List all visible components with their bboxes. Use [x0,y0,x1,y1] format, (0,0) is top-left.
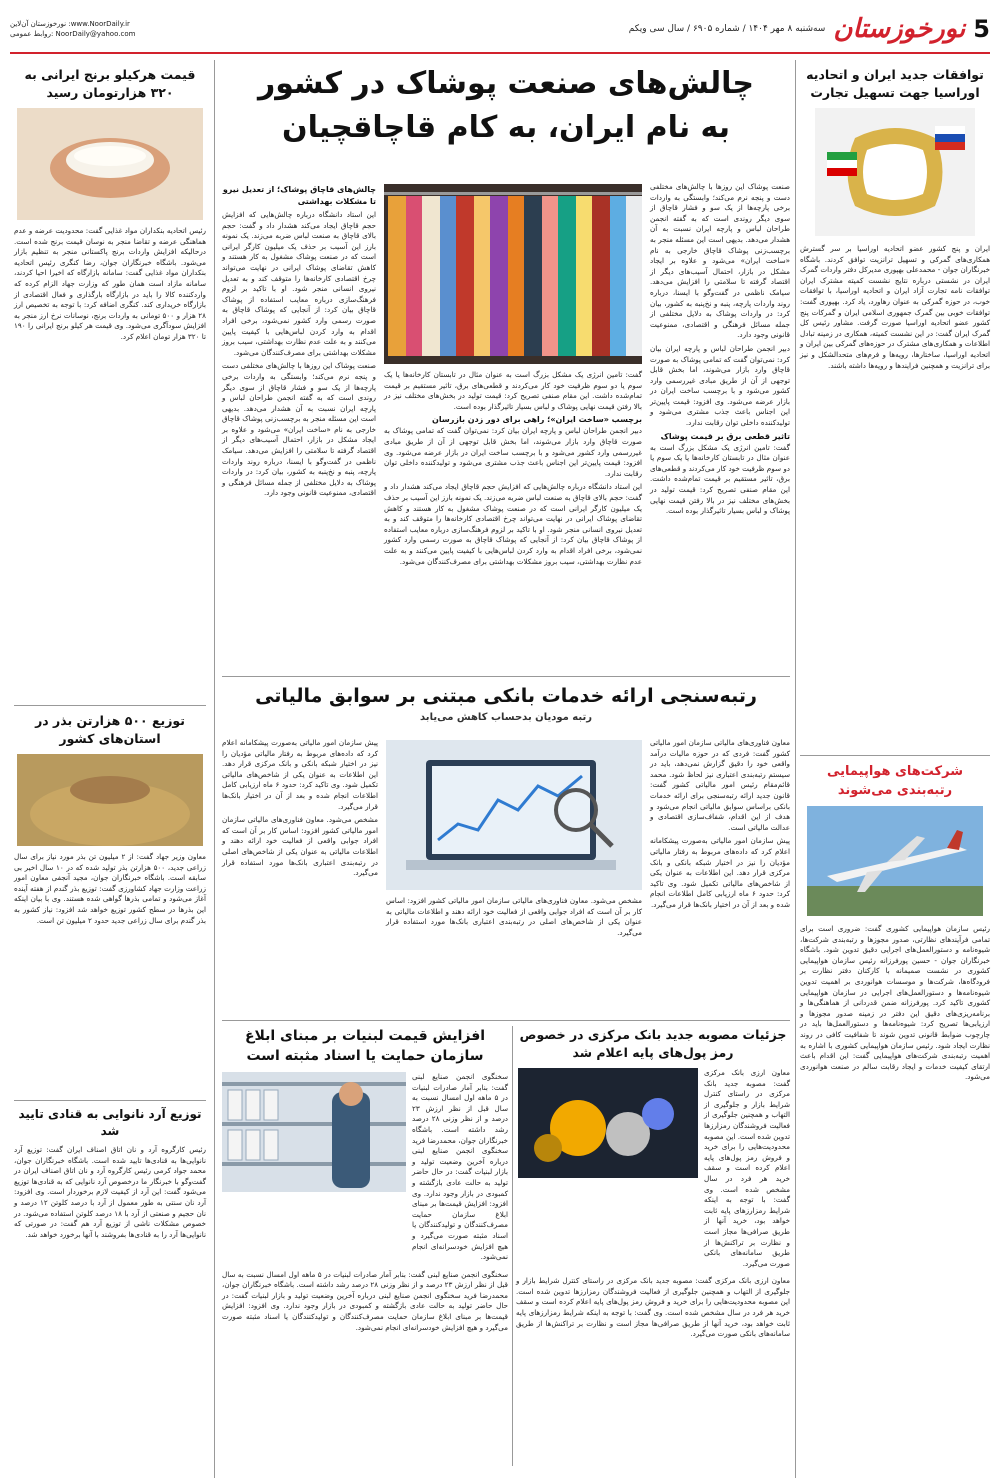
airline-body: رئیس سازمان هواپیمایی کشوری گفت: ضروری است برای تمامی فرآیندهای نظارتی، صدور مجوزها و رتبه‌بندی شرکت‌ها، شیوه‌نامه و دستورالعمل‌های اجرایی دقیق تدوین شود. باشگاه خبرنگاران جوان - حسین پورفرزانه رئیس سازمان هواپیمایی کشوری در نشست صمیمانه با کارکنان دفتر نظارت بر فرودگاه‌ها، شرکت‌ها و موسسات هوانوردی بر اهمیت تدوین شیوه‌نامه‌ها و دستورالعمل‌های اجرایی در سازمان هواپیمایی کشوری تاکید کرد. پورفرزانه ضمن قدردانی از هماهنگی‌ها و برنامه‌ریزی‌های دقیق این دفتر در زمینه صدور مجوزها و ارزیابی‌ها تصریح کرد: شیوه‌نامه‌ها و دستورالعمل‌ها باید در چارچوب ضوابط قانونی تدوین شوند تا شفافیت کافی در روند نظارت ایجاد شود. رئیس سازمان هواپیمایی کشوری با اشاره به اهمیت رتبه‌بندی شرکت‌های هواپیمایی گفت: این اقدام باعث ارتقای کیفیت خدمات و ایجاد رقابت سالم در صنعت هوانوردی می‌شود. [800,924,990,1082]
banking-col-left [222,738,378,882]
masthead-left [629,14,990,44]
column-divider [795,60,796,1478]
lead-article [222,62,790,150]
lead-body-2c: این استاد دانشگاه درباره چالش‌هایی که افزایش حجم قاچاق ایجاد می‌کند هشدار داد و گفت: حجم بالای قاچاق به صنعت لباس ضربه می‌زند. یک نمونه بارز این آسیب بر حذف یک میلیون کارگر ایرانی است که در صنعت پوشاک مشغول به کار هستند و کاهش تقاضای پوشاک ایرانی در نهایت می‌تواند چرخ اقتصادی کارخانه‌ها را متوقف کند و به تعدیل نیروی انسانی منجر شود. او با تاکید بر لزوم فرهنگ‌سازی درباره معایب استفاده از پوشاک قاچاق بیان کرد: از آنجایی که پوشاک قاچاق به صورت رسمی وارد کشور نمی‌شود، برخی افراد اقدام به وارد کردن لباس‌هایی با کیفیت پایین می‌کنند و به علت عدم نظارت بهداشتی، سیب بروز مشکلات بهداشتی برای مصرف‌کنندگان می‌شود. [384,482,642,566]
dairy-body-1: سخنگوی انجمن صنایع لبنی گفت: بنابر آمار صادرات لبنیات در ۵ ماهه اول امسال نسبت به سال قبل از نظر ارزش ۲۳ درصد و از نظر وزنی ۲۸ درصد رشد داشته است. باشگاه خبرنگاران جوان، محمدرضا فرید سخنگوی انجمن صنایع لبنی درباره آخرین وضعیت تولید و بازار لبنیات گفت: در حال حاضر تولید به حالت عادی بازگشته و کمبودی در بازار وجود ندارد. وی افزود: افزایش قیمت‌ها بر مبنای ابلاغ سازمان حمایت مصرف‌کنندگان و تولیدکنندگان یا اسناد مثبته صورت می‌گیرد و هیچ افزایش خودسرانه‌ای انجام نمی‌شود. [412,1072,508,1262]
eurasia-body: ایران و پنج کشور عضو اتحادیه اوراسیا بر سر گسترش همکاری‌های گمرکی و تسهیل ترانزیت توافق کردند. باشگاه خبرنگاران جوان - محمدعلی بهپوری مدیرکل دفتر واردات گمرک ایران در نشستی درباره نتایج نشست کمیته مشترک ایران توافقات نامه تجارت آزاد ایران و اتحادیه اوراسیا، با توافقات خوب، در حوزه گمرکی به عنوان رهاورد، یاد کرد. بهپوری گفت: توافقات خوبی بین گمرک جمهوری اسلامی ایران و گمرکات پنج کشور عضو اتحادیه اوراسیا صورت گرفت. مشاور رئیس کل گمرک ایران گفت: در این نشست کمیته، همکاری در زمینه تبادل اطلاعات و همکاری‌های مشترک در حوزه‌های گمرکی بین ایران و اتحادیه اوراسیا، ساختارها، رویه‌ها و فرم‌های متحدالشکل و نیز برای ترانزیت و همچنین فرایندها و رویه‌ها داشته باشند. [800,244,990,370]
lead-body-1: صنعت پوشاک این روزها با چالش‌های مختلفی دست و پنجه نرم می‌کند؛ وابستگی به واردات برخی پارچه‌ها از یک سو و فشار قاچاق از سوی دیگر روندی است که به گفته انجمن طراحان لباس و پارچه ایران نسبت به آن هشدار می‌دهد. بدیهی است این مسئله منجر به برچسب‌زنی پوشاک قاچاق خارجی به نام «ساخت ایران» می‌شود و علاوه بر ایجاد مشکل در بازار، احتمال آسیب‌های دیگر از اقتصاد گرفته تا سلامتی را افزایش می‌دهد. سیامک ناظمی در گفت‌وگو با ایسنا، درباره روند واردات پارچه، پنبه و نخ‌پنبه به کشور، بیان کرد: در واردات پوشاک به دلایل مختلفی از جمله مسائل فرهنگی و اقتصادی، ممنوعیت قانونی وجود دارد. [650,182,790,340]
lead-body-3b: صنعت پوشاک این روزها با چالش‌های مختلفی دست و پنجه نرم می‌کند؛ وابستگی به واردات برخی پارچه‌ها از یک سو و فشار قاچاق از سوی دیگر روندی است که به گفته انجمن طراحان لباس و پارچه ایران نسبت به آن هشدار می‌دهد. بدیهی است این مسئله منجر به برچسب‌زنی پوشاک قاچاق خارجی به نام «ساخت ایران» می‌شود و علاوه بر ایجاد مشکل در بازار، احتمال آسیب‌های دیگر از اقتصاد گرفته تا سلامتی را افزایش می‌دهد. سیامک ناظمی در گفت‌وگو با ایسنا، درباره روند واردات پارچه، پنبه و نخ‌پنبه به کشور، بیان کرد: در واردات پوشاک به دلایل مختلفی از جمله مسائل فرهنگی و اقتصادی، ممنوعیت قانونی وجود دارد. [222,361,376,498]
eurasia-logo-image [815,108,975,236]
banking-body-2: مشخص می‌شود. معاون فناوری‌های مالیاتی سازمان امور مالیاتی کشور افزود: اساس کار بر آن است که افراد جوابی واقعی از فعالیت خود ارائه دهند و اطلاعات مالیاتی به عنوان یکی از شاخص‌های اصلی در رتبه‌بندی اعتباری بانک‌ها مورد استفاده قرار می‌گیرد. [386,896,642,937]
left-sidebar [14,60,206,346]
divider [222,1020,790,1021]
banking-headline: رتبه‌سنجی ارائه خدمات بانکی مبتنی بر سوابق مالیاتی [255,685,757,707]
rice-hands-icon [17,108,203,220]
dairy-shelf-icon [222,1072,406,1192]
lead-subhead-2: برچسب «ساخت ایران»؛ راهی برای دور زدن بازرسان [432,415,642,425]
crypto-headline: جزئیات مصوبه جدید بانک مرکزی در خصوص رمز پول‌های پایه اعلام شد [519,1027,787,1060]
coins-icon [518,1068,698,1178]
site-url: نورخوزستان آن‌لاین :www.NoorDaily.ir [10,20,130,28]
banking-article [222,682,790,726]
banking-body-3: پیش سازمان امور مالیاتی به‌صورت پیشکامانه اعلام کرد که داده‌های مربوط به رفتار مالیاتی مؤدیان را نیز در اختیار شبکه بانکی و بانک مرکزی قرار دهد. این اطلاعات به عنوان یکی از شاخص‌های مالیاتی تکمیل شود. وی تاکید کرد: حدود ۶ ماه ارزیابی کامل اطلاعات انجام شده و بعد از آن در اختیار بانک‌ها قرار می‌گیرد. [222,738,379,811]
lead-col-left [222,182,376,502]
lead-col-mid [384,370,642,570]
divider [14,705,206,706]
flour-body: رئیس کارگروه آرد و نان اتاق اصناف ایران گفت: توزیع آرد نانوایی‌ها به قنادی‌ها تایید شده است. باشگاه خبرنگاران جوان، محمد جواد کرمی رئیس کارگروه آرد و نان اتاق اصناف ایران در گفت‌وگو با خبرنگار ما درخصوص آرد نانوایی که به قنادی‌ها توزیع می‌شود گفت: این آرد از کیفیت لازم برخوردار است. وی افزود: آرد نان سنتی به طور معمول از آرد با درصد کلوتن ۱۲ درصد و نان حجیم و صنعتی از آرد با ۱۸ درصد کلوتن استفاده می‌شود. در خصوص مشکلات ناشی از توزیع آرد هم گفت: در صورتی که نانوایی‌ها آرد را به قنادی‌ها بفروشند با آنها برخورد خواهد شد. [14,1145,206,1239]
seed-article [14,712,206,929]
issue-date-line: سه‌شنبه ۸ مهر ۱۴۰۴ / شماره ۶۹۰۵ / سال سی ویکم [628,24,826,34]
laptop-analytics-icon [386,740,642,890]
supermarket-image [222,1072,406,1192]
masthead-contact [10,19,135,39]
lead-body-2: گفت: تامین انرژی یک مشکل بزرگ است به عنوان مثال در تابستان کارخانه‌ها یا یک سوم یا دو سوم ظرفیت خود کار می‌کردند و قطعی‌های برق، تاثیر مستقیم بر قیمت تمام‌شده داشت. این مقام صنفی تصریح کرد: قیمت تولید در بخش‌های مختلف نیز در بالا رفتن قیمت نهایی پوشاک و لباس بسیار تاثیرگذار بوده است. [384,370,642,411]
crypto-article [516,1026,790,1343]
lead-side-head: چالش‌های قاچاق پوشاک؛ از تعدیل نیرو تا مشکلات بهداشتی [222,185,376,206]
lead-subhead-1: تاثیر قطعی برق بر قیمت پوشاک [660,431,790,441]
airline-headline: شرکت‌های هواپیمایی رتبه‌بندی می‌شوند [827,764,963,798]
lead-body-1c: گفت: تامین انرژی یک مشکل بزرگ است به عنوان مثال در تابستان کارخانه‌ها یا یک سوم یا دو سوم ظرفیت خود کار می‌کردند و قطعی‌های برق، تاثیر مستقیم بر قیمت تمام‌شده داشت. این مقام صنفی تصریح کرد: قیمت تولید در بخش‌های مختلف نیز در بالا رفتن قیمت نهایی پوشاک و لباس بسیار تاثیرگذار بوده است. [650,442,790,516]
lead-headline-line1: چالش‌های صنعت پوشاک در کشور [257,66,755,101]
seed-hands-icon [17,754,203,846]
seed-headline: توزیع ۵۰۰ هزارتن بذر در استان‌های کشور [35,713,185,746]
dairy-article [222,1026,508,1336]
seed-body: معاون وزیر جهاد گفت: از ۲ میلیون تن بذر مورد نیاز برای سال زراعی جدید، ۵۰۰ هزارتن بذر تولید شده که در ۱۰ سال اخیر بی سابقه است. باشگاه خبرنگاران جوان، مجید آنجفی معاون امور زراعت وزارت جهاد کشاورزی گفت: توزیع بذر گندم از هفته آینده آغاز می‌شود و تمامی بذرها گواهی شده هستند. وی با بیان اینکه این بذرها در سطح کشور توزیع خواهد شد افزود: نیاز کشور به بذر گندم برای سال زراعی جدید حدود ۲ میلیون تن است. [14,852,206,925]
banking-body-1: معاون فناوری‌های مالیاتی سازمان امور مالیاتی کشور گفت: فردی که در حوزه مالیات درآمد واقعی خود را دقیق گزارش نمی‌دهد، باید در سیستم رتبه‌بندی اعتباری نیز لحاظ شود. محمد قائم‌مقام رئیس امور مالیاتی کشور گفت: قانون جدید ارائه رتبه‌سنجی برای ارائه خدمات بانکی براساس سوابق مالیاتی انجام می‌شود و هدف از این اقدام، شفاف‌سازی اقتصادی و عدالت مالیاتی است. [650,738,790,832]
lead-body-3: این استاد دانشگاه درباره چالش‌هایی که افزایش حجم قاچاق ایجاد می‌کند هشدار داد و گفت: حجم بالای قاچاق به صنعت لباس ضربه می‌زند. یک نمونه بارز این آسیب بر حذف یک میلیون کارگر ایرانی است که در صنعت پوشاک مشغول به کار هستند و کاهش تقاضای پوشاک ایرانی در نهایت می‌تواند چرخ اقتصادی کارخانه‌ها را متوقف کند و به تعدیل نیروی انسانی منجر شود. او با تاکید بر لزوم فرهنگ‌سازی درباره معایب استفاده از پوشاک قاچاق بیان کرد: از آنجایی که پوشاک قاچاق به صورت رسمی وارد کشور نمی‌شود، برخی افراد اقدام به وارد کردن لباس‌هایی با کیفیت پایین می‌کنند و به علت عدم نظارت بهداشتی، سیب بروز مشکلات بهداشتی برای مصرف‌کنندگان می‌شود. [222,210,376,357]
masthead-rule [10,52,990,54]
banking-col-right [650,738,790,914]
flour-headline: توزیع آرد نانوایی به قنادی تایید شد [18,1107,202,1138]
lead-headline-line2: به نام ایران، به کام قاچاقچیان [281,110,731,145]
column-divider [214,60,215,1478]
eurasia-headline: توافقات جدید ایران و اتحادیه اوراسیا جهت تسهیل تجارت [806,67,984,100]
lead-col-right [650,182,790,520]
eurasia-emblem-icon [815,108,975,236]
banking-col-mid [386,896,642,941]
column-divider [512,1026,513,1466]
airplane-icon [807,806,983,916]
divider [14,1100,206,1101]
dairy-headline: افزایش قیمت لبنیات بر مبنای ابلاغ سازمان حمایت یا اسناد مثبته است [244,1028,486,1064]
divider [222,676,790,677]
banking-body-3b: مشخص می‌شود. معاون فناوری‌های مالیاتی سازمان امور مالیاتی کشور افزود: اساس کار بر آن است که افراد جوابی واقعی از فعالیت خود ارائه دهند و اطلاعات مالیاتی به عنوان یکی از شاخص‌های اصلی در رتبه‌بندی اعتباری بانک‌ها مورد استفاده قرار می‌گیرد. [222,815,378,878]
divider [800,755,990,756]
laptop-chart-image [386,740,642,890]
airline-article [800,762,990,1086]
clothing-rack-icon [384,184,642,364]
seed-image [17,754,203,846]
dairy-body-2: سخنگوی انجمن صنایع لبنی گفت: بنابر آمار صادرات لبنیات در ۵ ماهه اول امسال نسبت به سال قبل از نظر ارزش ۲۳ درصد و از نظر وزنی ۲۸ درصد رشد داشته است. باشگاه خبرنگاران جوان، محمدرضا فرید سخنگوی انجمن صنایع لبنی درباره آخرین وضعیت تولید و بازار لبنیات گفت: در حال حاضر تولید به حالت عادی بازگشته و کمبودی در بازار وجود ندارد. وی افزود: افزایش قیمت‌ها بر مبنای ابلاغ سازمان حمایت مصرف‌کنندگان و تولیدکنندگان یا اسناد مثبته صورت می‌گیرد و هیچ افزایش خودسرانه‌ای انجام نمی‌شود. [222,1269,508,1332]
banking-body-1b: پیش سازمان امور مالیاتی به‌صورت پیشکامانه اعلام کرد که داده‌های مربوط به رفتار مالیاتی مؤدیان را نیز در اختیار شبکه بانکی و بانک مرکزی قرار دهد. این اطلاعات به عنوان یکی از شاخص‌های مالیاتی تکمیل شود. وی تاکید کرد: حدود ۶ ماه ارزیابی کامل اطلاعات انجام شده و بعد از آن در اختیار بانک‌ها قرار می‌گیرد. [650,836,790,909]
crypto-top-row [516,1068,790,1272]
lead-body-1b: دبیر انجمن طراحان لباس و پارچه ایران بیان کرد: نمی‌توان گفت که تمامی پوشاک به صورت قاچاق وارد بازار می‌شوند، اما بخش قابل توجهی از آن از طریق مبادی غیررسمی وارد کشور می‌شود و با برچسب ساخت ایران در بازار عرضه می‌شود. وی افزود: قیمت پایین‌تر این اجناس باعث جذب مشتری می‌شود و تولیدکننده داخلی توان رقابت ندارد. [650,343,790,428]
dairy-top-row [222,1072,508,1266]
newspaper-logo: نورخوزستان [833,14,966,44]
crypto-coins-image [518,1068,698,1178]
rice-body: رئیس اتحادیه بنکداران مواد غذایی گفت: محدودیت عرضه و عدم هماهنگی عرضه و تقاضا منجر به نوسان قیمت برنج شده است. درحالیکه افزایش واردات برنج پاکستانی منجر به تنظیم بازار می‌شود. باشگاه خبرنگاران جوان، رضا کنگری رئیس اتحادیه بنکداران مواد غذایی گفت: سامانه بازارگاه که اخیرا احیا کردند، سامانه مازاد است همان طور که وزارت جهاد الزام کرده که واردکننده کالا را باید در بازارگاه بارگذاری و فعال اقتصادی از بازارگاه خریداری کند. کنگری اضافه کرد: با توجه به تخصیص ارز ۲۸ هزار و ۵۰۰ تومانی به واردات برنج، نوسانات نرخ ارز منجر به افزایش سودآگری می‌شود. وی قیمت هر کیلو برنج ایرانی را ۱۹۰ تا ۳۲۰ هزار تومان اعلام کرد. [14,226,206,341]
rice-headline: قیمت هرکیلو برنج ایرانی به ۳۲۰ هزارتومان رسید [24,67,196,100]
masthead [10,8,990,50]
airplane-image [807,806,983,916]
right-sidebar [800,60,990,374]
lead-body-2b: دبیر انجمن طراحان لباس و پارچه ایران بیان کرد: نمی‌توان گفت که تمامی پوشاک به صورت قاچاق وارد بازار می‌شوند، اما بخش قابل توجهی از آن از طریق مبادی غیررسمی وارد کشور می‌شود و با برچسب ساخت ایران در بازار عرضه می‌شود. وی افزود: قیمت پایین‌تر این اجناس باعث جذب مشتری می‌شود و تولیدکننده داخلی توان رقابت ندارد. [384,426,642,478]
pr-email: روابط عمومی: NoorDaily@yahoo.com [10,30,136,38]
rice-image [17,108,203,220]
flour-article [14,1106,206,1243]
crypto-body-1: معاون ارزی بانک مرکزی گفت: مصوبه جدید بانک مرکزی در راستای کنترل شرایط بازار و جلوگیری از التهاب و همچنین جلوگیری از فعالیت فروشندگان رمزارزها تدوین شده است. این مصوبه محدودیت‌هایی را برای خرید و فروش رمز پول‌های پایه اعلام کرده است و سقف خرید هر فرد در سال مشخص شده است. وی گفت: با توجه به اینکه شرایط رمزارزهای پایه ثابت خواهد بود، خرید آنها از طریق صرافی‌ها مجاز است و نظارت بر تراکنش‌ها از طریق سامانه‌های بانکی صورت می‌گیرد. [704,1068,790,1268]
banking-subhead: رتبه مودیان بدحساب کاهش می‌یابد [420,712,592,723]
crypto-body-2: معاون ارزی بانک مرکزی گفت: مصوبه جدید بانک مرکزی در راستای کنترل شرایط بازار و جلوگیری از التهاب و همچنین جلوگیری از فعالیت فروشندگان رمزارزها تدوین شده است. این مصوبه محدودیت‌هایی را برای خرید و فروش رمز پول‌های پایه اعلام کرده است و سقف خرید هر فرد در سال مشخص شده است. وی گفت: با توجه به اینکه شرایط رمزارزهای پایه ثابت خواهد بود، خرید آنها از طریق صرافی‌ها مجاز است و نظارت بر تراکنش‌ها از طریق سامانه‌های بانکی صورت می‌گیرد. [516,1276,790,1339]
clothing-rack-image [384,184,642,364]
page-number: 5 [973,15,990,43]
